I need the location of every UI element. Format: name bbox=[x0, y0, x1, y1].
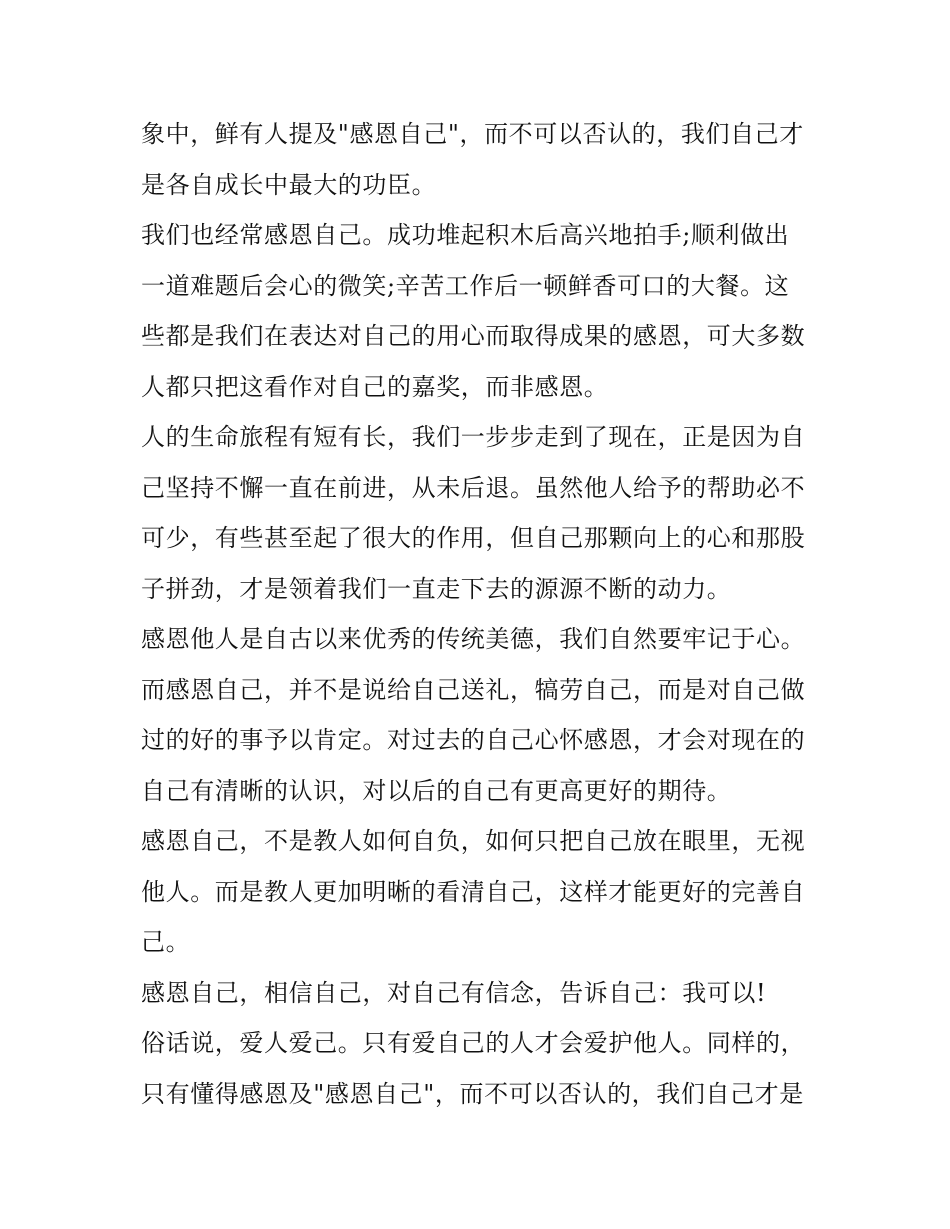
text-line: 感恩他人是自古以来优秀的传统美德，我们自然要牢记于心。 bbox=[141, 625, 806, 653]
text-line: 只有懂得感恩及"感恩自己"，而不可以否认的，我们自己才是 bbox=[141, 1079, 804, 1108]
text-line: 俗话说，爱人爱己。只有爱自己的人才会爱护他人。同样的， bbox=[141, 1029, 806, 1057]
body-text bbox=[141, 109, 811, 1119]
text-line: 象中，鲜有人提及"感恩自己"，而不可以否认的，我们自己才 bbox=[141, 120, 804, 148]
text-line: 己。 bbox=[141, 928, 191, 956]
text-line: 感恩自己，相信自己，对自己有信念，告诉自己：我可以! bbox=[141, 978, 767, 1007]
text-line: 一道难题后会心的微笑;辛苦工作后一顿鲜香可口的大餐。这 bbox=[141, 271, 790, 300]
text-line: 过的好的事予以肯定。对过去的自己心怀感恩，才会对现在的 bbox=[141, 726, 806, 754]
text-line: 而感恩自己，并不是说给自己送礼，犒劳自己，而是对自己做 bbox=[141, 675, 806, 704]
text-line: 是各自成长中最大的功臣。 bbox=[141, 170, 437, 199]
text-line: 我们也经常感恩自己。成功堆起积木后高兴地拍手;顺利做出 bbox=[141, 221, 790, 249]
text-line: 他人。而是教人更加明晰的看清自己，这样才能更好的完善自 bbox=[141, 877, 806, 906]
text-line: 感恩自己，不是教人如何自负，如何只把自己放在眼里，无视 bbox=[141, 827, 806, 855]
text-line: 己坚持不懈一直在前进，从未后退。虽然他人给予的帮助必不 bbox=[141, 473, 806, 502]
text-line: 子拼劲，才是领着我们一直走下去的源源不断的动力。 bbox=[141, 574, 732, 603]
text-line: 些都是我们在表达对自己的用心而取得成果的感恩，可大多数 bbox=[141, 322, 806, 350]
text-line: 人都只把这看作对自己的嘉奖，而非感恩。 bbox=[141, 372, 609, 401]
text-line: 自己有清晰的认识，对以后的自己有更高更好的期待。 bbox=[141, 776, 732, 805]
text-line: 人的生命旅程有短有长，我们一步步走到了现在，正是因为自 bbox=[141, 423, 806, 451]
text-line: 可少，有些甚至起了很大的作用，但自己那颗向上的心和那股 bbox=[141, 524, 806, 552]
